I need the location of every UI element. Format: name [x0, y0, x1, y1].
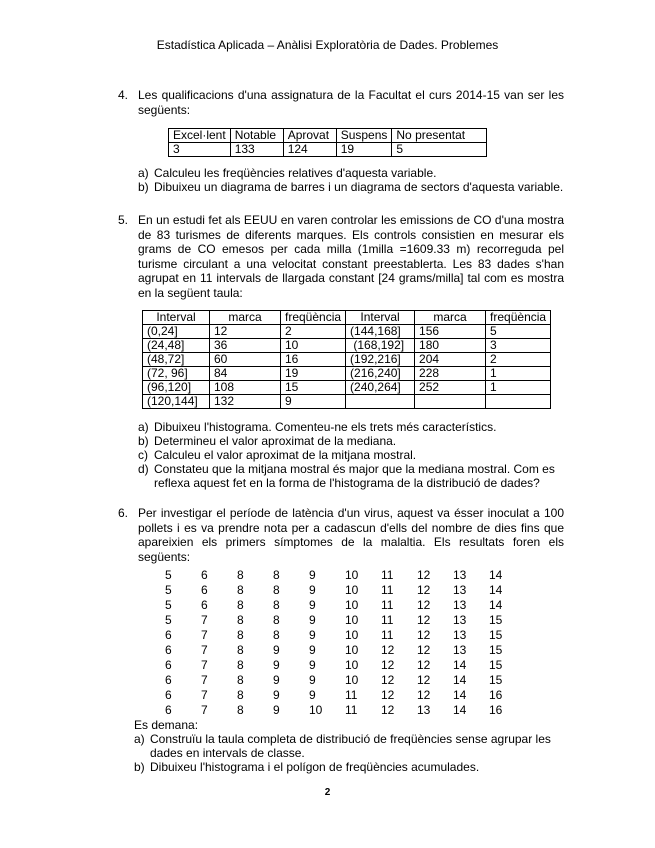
grid-value: 9: [309, 658, 316, 672]
grid-value: 10: [345, 628, 359, 642]
grid-value: 7: [201, 613, 208, 627]
grid-value: 12: [417, 628, 431, 642]
grid-value: 9: [273, 703, 280, 717]
grid-value: 10: [345, 613, 359, 627]
list-item: [134, 760, 564, 774]
problem-6-text: Per investigar el període de latència d'un virus, aquest va ésser inoculat a 100 pollets i es va prendre nota per a cadascun d'ells del nombre de dies fins que apareixien els primers símptomes de la malaltia. Els resultats foren els següents:: [138, 506, 564, 564]
grid-value: 11: [381, 598, 394, 612]
table-cell: 84: [210, 367, 281, 381]
table-cell: 1: [486, 381, 551, 395]
grid-value: 6: [165, 703, 172, 717]
grid-value: 12: [417, 673, 431, 687]
emissions-table: [142, 310, 551, 409]
grid-value: 12: [381, 688, 395, 702]
item-text: Determineu el valor aproximat de la mediana.: [154, 434, 397, 448]
grid-row: [165, 628, 525, 643]
grid-value: 13: [453, 568, 467, 582]
table-row: [169, 143, 487, 157]
table-cell: (216,240]: [346, 367, 415, 381]
grid-value: 5: [165, 613, 172, 627]
page-header: Estadística Aplicada – Anàlisi Exploratòria de Dades. Problemes: [156, 38, 499, 52]
problem-4-questions: [138, 166, 564, 194]
grid-value: 12: [381, 658, 395, 672]
grid-value: 13: [453, 628, 467, 642]
table-header-row: [169, 129, 487, 143]
table-cell: 5: [392, 143, 487, 157]
table-cell: 19: [281, 367, 346, 381]
table-cell: 252: [415, 381, 486, 395]
table-cell: 180: [415, 339, 486, 353]
list-item: [138, 462, 564, 490]
grid-value: 10: [345, 673, 359, 687]
grid-value: 12: [417, 688, 431, 702]
table-cell: [415, 395, 486, 409]
problem-5: [118, 213, 564, 490]
grid-value: 12: [417, 583, 431, 597]
item-text: Construïu la taula completa de distribució de freqüències sense agrupar les dades en intervals de classe.: [150, 732, 551, 760]
latency-data-grid: [165, 568, 525, 718]
problem-5-questions: [138, 420, 564, 490]
table-cell: (48,72]: [143, 353, 210, 367]
table-cell: 2: [281, 325, 346, 339]
grid-value: 8: [273, 568, 280, 582]
grid-value: 11: [381, 583, 394, 597]
grid-value: 14: [489, 583, 503, 597]
table-header: freqüència: [281, 311, 346, 325]
grid-value: 7: [201, 628, 208, 642]
problem-4: [118, 88, 564, 194]
grid-value: 6: [165, 658, 172, 672]
grid-value: 10: [345, 568, 359, 582]
grid-value: 11: [381, 613, 394, 627]
grid-value: 8: [237, 673, 244, 687]
item-text: Dibuixeu l'histograma. Comenteu-ne els trets més característics.: [154, 420, 497, 434]
grid-value: 12: [417, 613, 431, 627]
table-header: Excel·lent: [169, 129, 231, 143]
grid-value: 9: [309, 613, 316, 627]
grid-value: 14: [453, 673, 467, 687]
table-cell: 60: [210, 353, 281, 367]
grid-row: [165, 613, 525, 628]
table-header: Interval: [143, 311, 210, 325]
table-header: freqüència: [486, 311, 551, 325]
table-cell: 108: [210, 381, 281, 395]
grid-value: 9: [309, 673, 316, 687]
grid-value: 12: [417, 598, 431, 612]
problem-6-number: 6.: [118, 506, 129, 520]
grid-value: 6: [201, 583, 208, 597]
item-text: Calculeu el valor aproximat de la mitjana mostral.: [154, 448, 417, 462]
grid-value: 9: [273, 688, 280, 702]
item-text: Calculeu les freqüències relatives d'aquesta variable.: [154, 166, 437, 180]
table-cell: (192,216]: [346, 353, 415, 367]
table-cell: 3: [169, 143, 231, 157]
grid-value: 8: [273, 583, 280, 597]
grid-value: 13: [453, 643, 467, 657]
grid-row: [165, 703, 525, 718]
table-cell: 132: [210, 395, 281, 409]
grid-value: 14: [489, 598, 503, 612]
item-label: b): [138, 434, 149, 448]
item-label: a): [138, 420, 149, 434]
grid-value: 15: [489, 643, 503, 657]
grid-value: 10: [345, 598, 359, 612]
grid-value: 9: [309, 568, 316, 582]
item-label: a): [134, 732, 145, 746]
grid-value: 14: [489, 568, 503, 582]
grid-value: 9: [309, 583, 316, 597]
item-text: Constateu que la mitjana mostral és major que la mediana mostral. Com es reflexa aquest fet en la forma de l'histograma de la distribució de dades?: [154, 462, 555, 490]
table-header: Interval: [346, 311, 415, 325]
problem-4-text: Les qualificacions d'una assignatura de la Facultat el curs 2014-15 van ser les següents:: [138, 88, 564, 117]
grid-value: 13: [453, 583, 467, 597]
grid-value: 7: [201, 658, 208, 672]
grid-value: 13: [453, 598, 467, 612]
grid-value: 7: [201, 688, 208, 702]
table-row: [143, 353, 551, 367]
grid-value: 10: [309, 703, 323, 717]
item-label: b): [134, 760, 145, 774]
table-cell: [486, 395, 551, 409]
table-header: Notable: [230, 129, 283, 143]
grid-value: 9: [273, 643, 280, 657]
grid-row: [165, 673, 525, 688]
grid-value: 12: [417, 568, 431, 582]
table-cell: 228: [415, 367, 486, 381]
table-cell: 5: [486, 325, 551, 339]
item-label: c): [138, 448, 148, 462]
grid-value: 12: [381, 673, 395, 687]
table-cell: 133: [230, 143, 283, 157]
table-cell: 204: [415, 353, 486, 367]
table-cell: 3: [486, 339, 551, 353]
grid-value: 14: [453, 688, 467, 702]
grid-value: 9: [273, 658, 280, 672]
grid-value: 6: [165, 673, 172, 687]
grid-value: 6: [165, 643, 172, 657]
grid-value: 7: [201, 673, 208, 687]
table-cell: 12: [210, 325, 281, 339]
list-item: [134, 732, 564, 760]
grid-value: 14: [453, 658, 467, 672]
list-item: [138, 420, 564, 434]
problem-6-items: [134, 732, 564, 774]
table-cell: 36: [210, 339, 281, 353]
table-cell: 15: [281, 381, 346, 395]
grid-value: 13: [453, 613, 467, 627]
grid-row: [165, 598, 525, 613]
table-cell: (96,120]: [143, 381, 210, 395]
table-cell: (144,168]: [346, 325, 415, 339]
table-header: Suspens: [336, 129, 392, 143]
grid-value: 7: [201, 643, 208, 657]
item-label: a): [138, 166, 149, 180]
grid-value: 8: [237, 613, 244, 627]
grid-value: 12: [417, 658, 431, 672]
grid-value: 8: [237, 583, 244, 597]
table-header: Aprovat: [283, 129, 336, 143]
grid-value: 9: [309, 688, 316, 702]
table-header: marca: [415, 311, 486, 325]
table-cell: (72, 96]: [143, 367, 210, 381]
grid-value: 14: [453, 703, 467, 717]
table-row: [143, 395, 551, 409]
grid-value: 12: [381, 643, 395, 657]
grid-row: [165, 658, 525, 673]
table-cell: (168,192]: [346, 339, 415, 353]
table-cell: (0,24]: [143, 325, 210, 339]
grid-row: [165, 688, 525, 703]
list-item: [138, 448, 564, 462]
grid-value: 9: [309, 598, 316, 612]
problem-5-number: 5.: [118, 213, 129, 227]
grid-value: 15: [489, 673, 503, 687]
grid-value: 5: [165, 583, 172, 597]
grid-value: 8: [273, 628, 280, 642]
table-header-row: [143, 311, 551, 325]
grid-value: 8: [237, 568, 244, 582]
table-row: [143, 381, 551, 395]
grid-row: [165, 643, 525, 658]
grid-value: 6: [201, 568, 208, 582]
grid-value: 8: [237, 688, 244, 702]
es-demana-label: Es demana:: [134, 718, 199, 732]
grades-table: [168, 128, 487, 157]
table-cell: 156: [415, 325, 486, 339]
grid-value: 15: [489, 613, 503, 627]
table-row: [143, 367, 551, 381]
grid-value: 9: [309, 643, 316, 657]
table-cell: 1: [486, 367, 551, 381]
grid-value: 12: [381, 703, 395, 717]
table-cell: (24,48]: [143, 339, 210, 353]
list-item: [138, 180, 564, 194]
table-cell: 16: [281, 353, 346, 367]
grid-value: 6: [165, 628, 172, 642]
grid-value: 6: [165, 688, 172, 702]
grid-value: 10: [345, 583, 359, 597]
grid-value: 8: [273, 613, 280, 627]
problem-6-questions: [118, 718, 564, 774]
problem-5-text: En un estudi fet als EEUU en varen controlar les emissions de CO d'una mostra de 83 turismes de diferents marques. Els controls consistien en mesurar els grams de CO emesos per cada milla (1milla =1609.33 m) recorreguda pel turisme circulant a una velocitat constant preestablerta. Les 83 dades s'han agrupat en 11 intervals de llargada constant [24 grams/milla] tal com es mostra en la següent taula:: [138, 213, 564, 300]
grid-value: 8: [237, 643, 244, 657]
grid-value: 11: [381, 568, 394, 582]
table-cell: 124: [283, 143, 336, 157]
table-cell: 2: [486, 353, 551, 367]
table-cell: 19: [336, 143, 392, 157]
grid-value: 15: [489, 628, 503, 642]
grid-value: 11: [345, 703, 358, 717]
grid-value: 8: [273, 598, 280, 612]
item-label: b): [138, 180, 149, 194]
table-cell: 10: [281, 339, 346, 353]
problem-6: [118, 506, 564, 564]
grid-value: 5: [165, 598, 172, 612]
grid-value: 15: [489, 658, 503, 672]
grid-value: 11: [345, 688, 358, 702]
item-label: d): [138, 462, 149, 476]
grid-value: 11: [381, 628, 394, 642]
grid-value: 13: [417, 703, 431, 717]
grid-value: 10: [345, 643, 359, 657]
table-header: No presentat: [392, 129, 487, 143]
grid-value: 8: [237, 658, 244, 672]
page-number: 2: [324, 787, 331, 798]
grid-value: 6: [201, 598, 208, 612]
grid-value: 10: [345, 658, 359, 672]
grid-row: [165, 583, 525, 598]
table-cell: (120,144]: [143, 395, 210, 409]
item-text: Dibuixeu un diagrama de barres i un diagrama de sectors d'aquesta variable.: [154, 180, 564, 194]
table-cell: (240,264]: [346, 381, 415, 395]
table-cell: [346, 395, 415, 409]
list-item: [138, 434, 564, 448]
table-row: [143, 325, 551, 339]
table-header: marca: [210, 311, 281, 325]
grid-value: 8: [237, 703, 244, 717]
grid-value: 8: [237, 628, 244, 642]
grid-value: 16: [489, 688, 503, 702]
grid-value: 5: [165, 568, 172, 582]
grid-value: 9: [309, 628, 316, 642]
list-item: [138, 166, 564, 180]
problem-4-number: 4.: [118, 88, 129, 102]
table-row: [143, 339, 551, 353]
item-text: Dibuixeu l'histograma i el polígon de freqüències acumulades.: [150, 760, 480, 774]
grid-value: 8: [237, 598, 244, 612]
grid-row: [165, 568, 525, 583]
grid-value: 9: [273, 673, 280, 687]
table-cell: 9: [281, 395, 346, 409]
grid-value: 7: [201, 703, 208, 717]
grid-value: 12: [417, 643, 431, 657]
grid-value: 16: [489, 703, 503, 717]
